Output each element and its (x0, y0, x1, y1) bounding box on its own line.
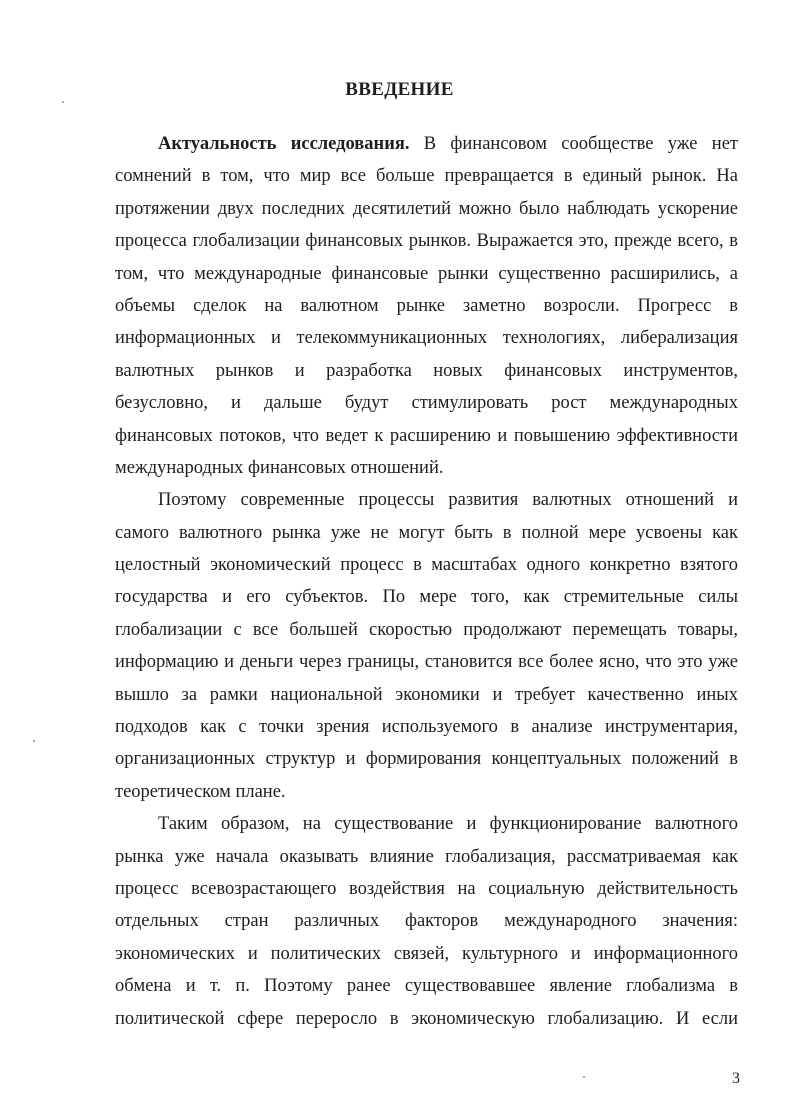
text-line: целостный экономический процесс в масштабах одного конкретно взятого (115, 555, 738, 576)
text-line: протяжении двух последних десятилетий можно было наблюдать ускорение (115, 198, 738, 219)
text-line: обмена и т. п. Поэтому ранее существовавшее явление глобализма в (115, 976, 738, 997)
text-line: информацию и деньги через границы, становится все более ясно, что это уже (115, 652, 738, 673)
body-text (115, 128, 738, 1035)
text-line: вышло за рамки национальной экономики и требует качественно иных (115, 684, 738, 705)
text-line: сомнений в том, что мир все больше превращается в единый рынок. На (115, 166, 738, 187)
text-line: политической сфере переросло в экономическую глобализацию. И если (115, 1008, 738, 1029)
text-line: Таким образом, на существование и функционирование валютного (158, 814, 738, 835)
page-number: 3 (732, 1070, 740, 1087)
paragraph-relevance (115, 128, 738, 484)
relevance-lead: Актуальность исследования. (158, 134, 410, 154)
text-line (115, 128, 738, 160)
page-heading: ВВЕДЕНИЕ (345, 79, 454, 100)
text-line: валютных рынков и разработка новых финансовых инструментов, (115, 360, 738, 381)
text-line: самого валютного рынка уже не могут быть в полной мере усвоены как (115, 522, 738, 543)
text-line: подходов как с точки зрения используемого в анализе инструментария, (115, 717, 738, 738)
text-line: организационных структур и формирования концептуальных положений в (115, 749, 738, 770)
text-line: безусловно, и дальше будут стимулировать рост международных (115, 393, 738, 414)
text-line: информационных и телекоммуникационных технологиях, либерализация (115, 328, 738, 349)
text-line: процесс всевозрастающего воздействия на социальную действительность (115, 878, 738, 899)
text-line: финансовых потоков, что ведет к расширению и повышению эффективности (115, 425, 738, 446)
line-text: В финансовом сообществе уже нет (409, 134, 738, 154)
text-line: международных финансовых отношений. (115, 457, 444, 478)
text-line: теоретическом плане. (115, 781, 286, 802)
text-line: Поэтому современные процессы развития валютных отношений и (158, 490, 738, 511)
paragraph-processes (115, 484, 738, 808)
text-line: рынка уже начала оказывать влияние глобализация, рассматриваемая как (115, 846, 738, 867)
text-line: государства и его субъектов. По мере того, как стремительные силы (115, 587, 738, 608)
text-line: экономических и политических связей, культурного и информационного (115, 943, 738, 964)
text-line: процесса глобализации финансовых рынков. Выражается это, прежде всего, в (115, 231, 738, 252)
text-line: том, что международные финансовые рынки существенно расширились, а (115, 263, 738, 284)
text-line: глобализации с все большей скоростью продолжают перемещать товары, (115, 619, 738, 640)
text-line: отдельных стран различных факторов международного значения: (115, 911, 738, 932)
scan-speck (583, 1076, 585, 1078)
scan-speck (33, 740, 35, 742)
paragraph-globalization (115, 808, 738, 1035)
text-line: объемы сделок на валютном рынке заметно возросли. Прогресс в (115, 295, 738, 316)
